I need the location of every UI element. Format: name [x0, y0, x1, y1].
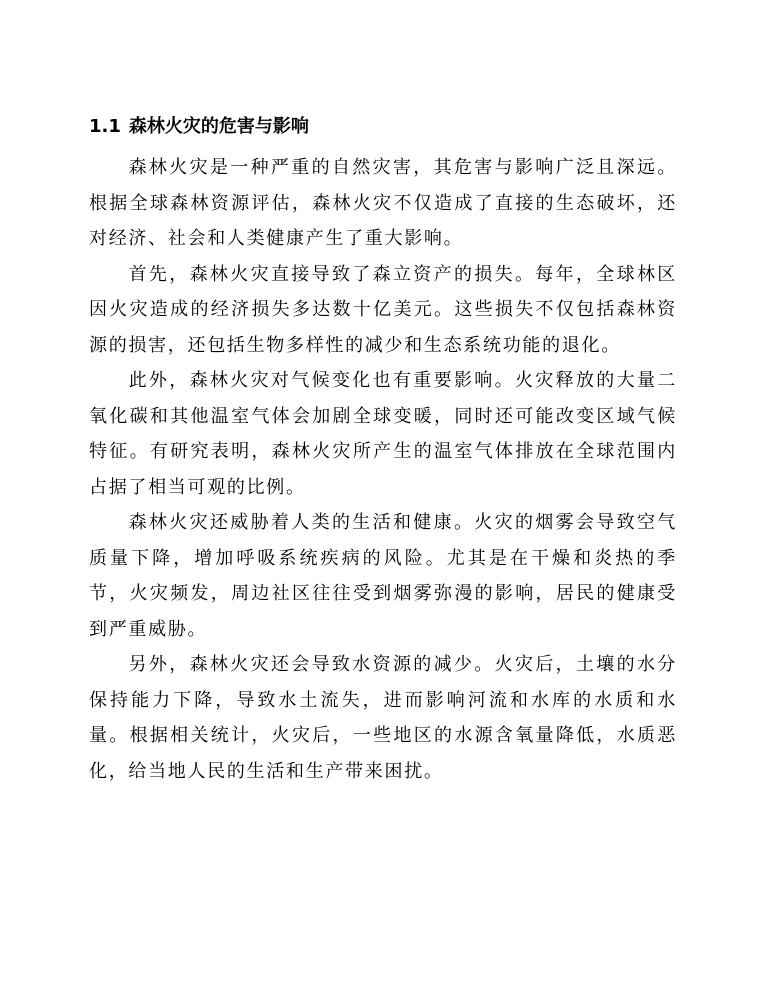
section-title: 森林火灾的危害与影响 [128, 116, 309, 137]
section-number: 1.1 [89, 116, 121, 137]
section-heading [89, 113, 309, 141]
body-text [89, 150, 677, 789]
paragraph-5: 另外，森林火灾还会导致水资源的减少。火灾后，土壤的水分保持能力下降，导致水土流失，进而影响河流和水库的水质和水量。根据相关统计，火灾后，一些地区的水源含氧量降低，水质恶化，给当地人民的生活和生产带来困扰。 [89, 654, 677, 782]
paragraph-3: 此外，森林火灾对气候变化也有重要影响。火灾释放的大量二氧化碳和其他温室气体会加剧全球变暖，同时还可能改变区域气候特征。有研究表明，森林火灾所产生的温室气体排放在全球范围内占据了相当可观的比例。 [89, 370, 677, 498]
paragraph-4: 森林火灾还威胁着人类的生活和健康。火灾的烟雾会导致空气质量下降，增加呼吸系统疾病的风险。尤其是在干燥和炎热的季节，火灾频发，周边社区往往受到烟雾弥漫的影响，居民的健康受到严重威胁。 [89, 512, 677, 640]
paragraph-2: 首先，森林火灾直接导致了森立资产的损失。每年，全球林区因火灾造成的经济损失多达数十亿美元。这些损失不仅包括森林资源的损害，还包括生物多样性的减少和生态系统功能的退化。 [89, 263, 677, 356]
paragraph-1: 森林火灾是一种严重的自然灾害，其危害与影响广泛且深远。根据全球森林资源评估，森林火灾不仅造成了直接的生态破坏，还对经济、社会和人类健康产生了重大影响。 [89, 157, 677, 249]
